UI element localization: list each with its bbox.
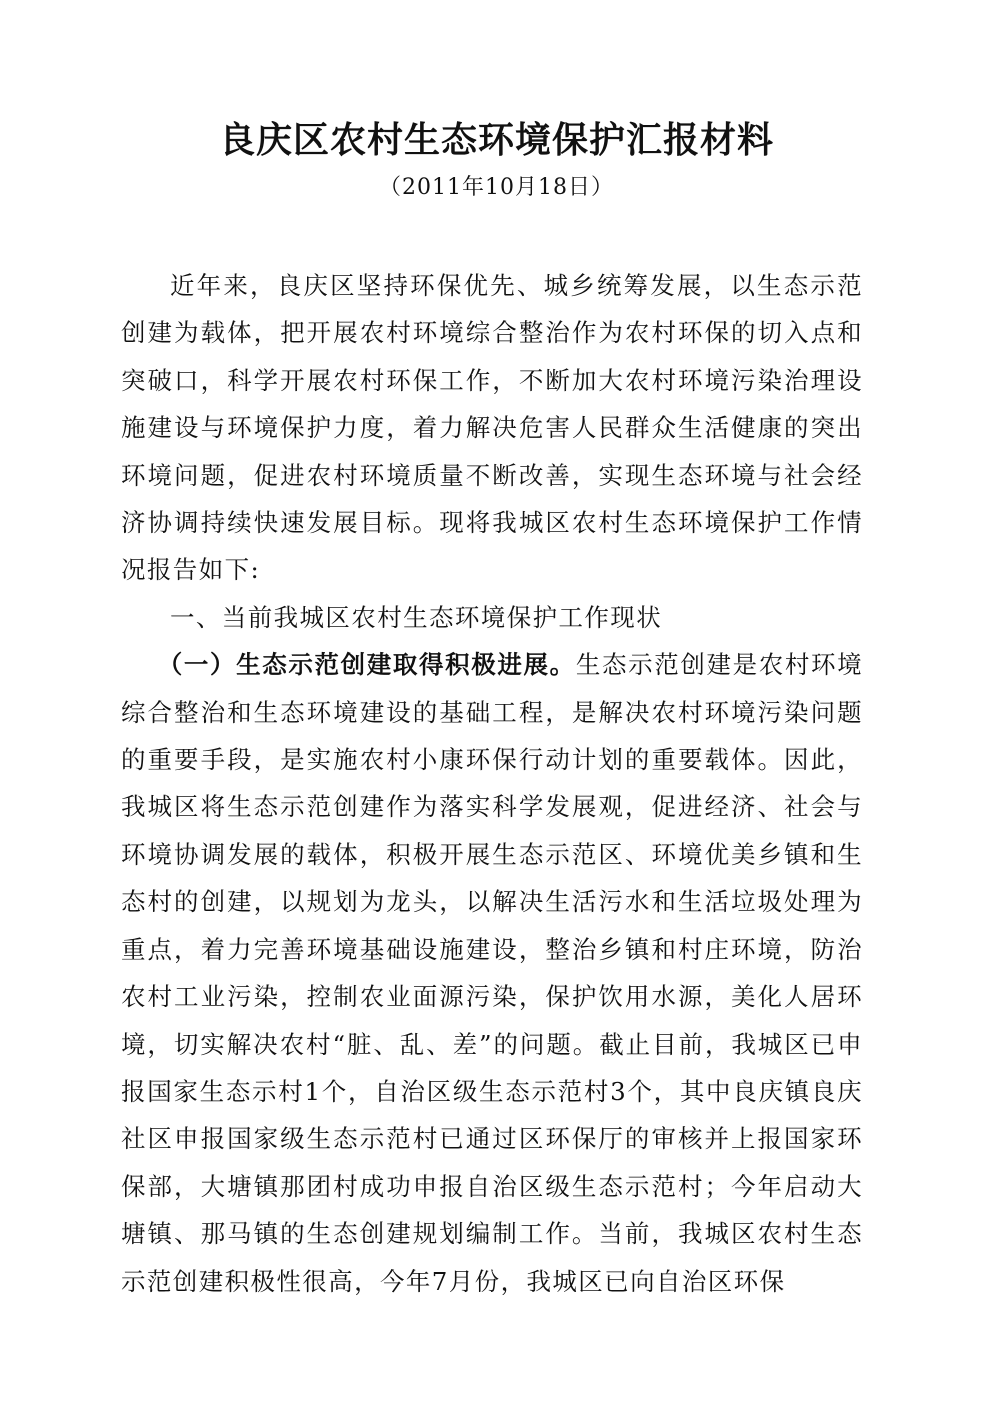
section-heading-1: 一、当前我城区农村生态环境保护工作现状: [170, 602, 663, 632]
section-1-lead: （一）生态示范创建取得积极进展。: [157, 650, 576, 680]
section-1-body: 生态示范创建是农村环境综合整治和生态环境建设的基础工程，是解决农村环境污染问题的重要手段，是实施农村小康环保行动计划的重要载体。因此，我城区将生态示范创建作为落实科学发展观，促进经济、社会与环境协调发展的载体，积极开展生态示范区、环境优美乡镇和生态村的创建，以规划为龙头，以解决生活污水和生活垃圾处理为重点，着力完善环境基础设施建设，整治乡镇和村庄环境，防治农村工业污染，控制农业面源污染，保护饮用水源，美化人居环境，切实解决农村“脏、乱、差”的问题。截止目前，我城区已申报国家生态示村1个，自治区级生态示范村3个，其中良庆镇良庆社区申报国家级生态示范村已通过区环保厅的审核并上报国家环保部，大塘镇那团村成功申报自治区级生态示范村；今年启动大塘镇、那马镇的生态创建规划编制工作。当前，我城区农村生态示范创建积极性很高，今年7月份，我城区已向自治区环保: [121, 650, 863, 1296]
document-body: [121, 262, 863, 1305]
section-1-paragraph: [121, 641, 863, 1305]
document-date: （2011年10月18日）: [379, 175, 614, 200]
intro-paragraph: 近年来，良庆区坚持环保优先、城乡统筹发展，以生态示范创建为载体，把开展农村环境综合整治作为农村环保的切入点和突破口，科学开展农村环保工作，不断加大农村环境污染治理设施建设与环境保护力度，着力解决危害人民群众生活健康的突出环境问题，促进农村环境质量不断改善，实现生态环境与社会经济协调持续快速发展目标。现将我城区农村生态环境保护工作情况报告如下:: [121, 271, 863, 585]
document-title: 良庆区农村生态环境保护汇报材料: [218, 119, 774, 161]
